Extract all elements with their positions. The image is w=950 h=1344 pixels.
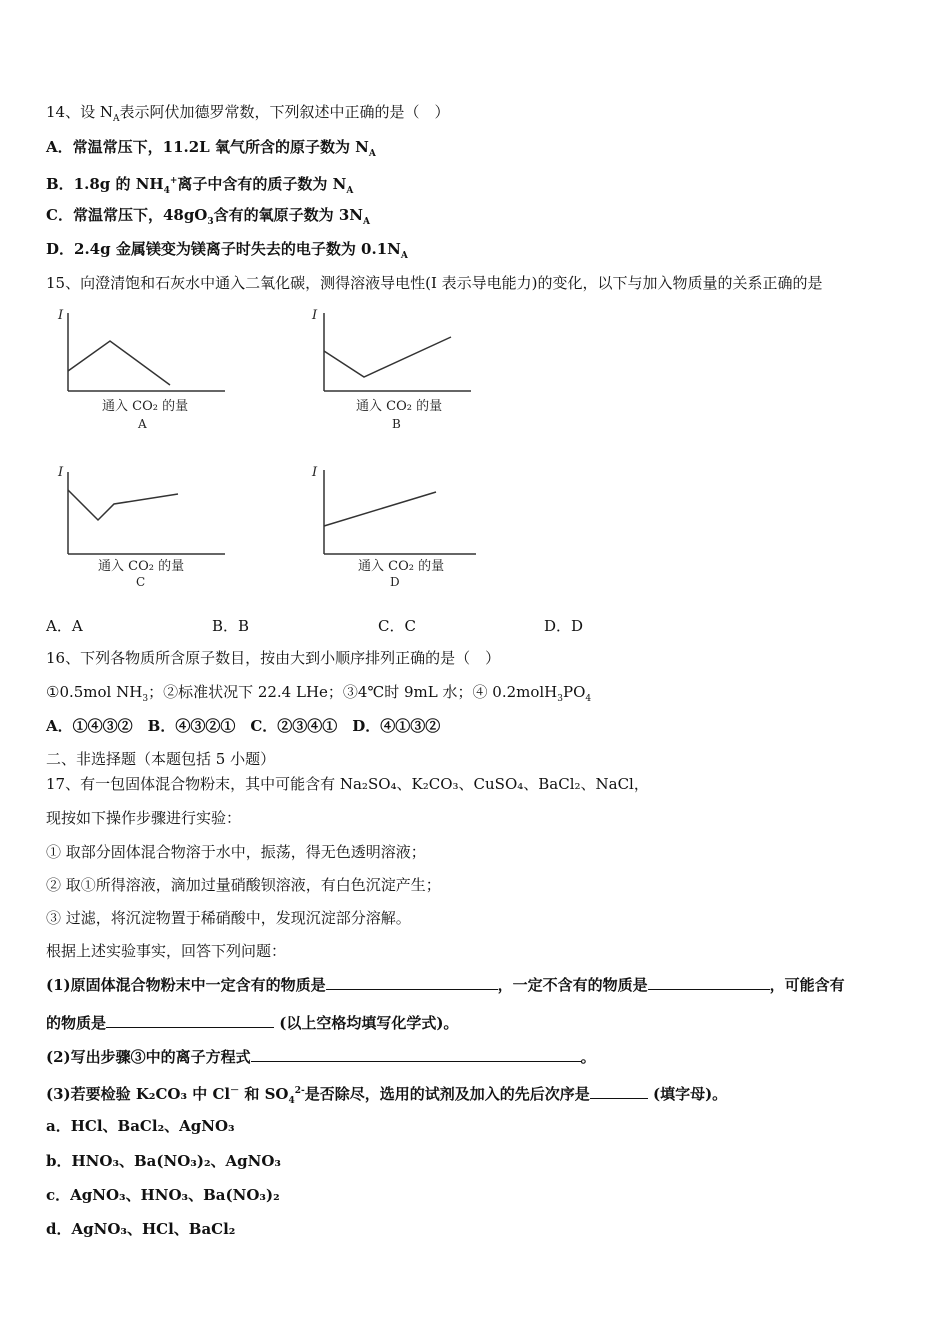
q17-option-b: b．HNO₃、Ba(NO₃)₂、AgNO₃ — [46, 1152, 281, 1170]
graph-b — [306, 305, 496, 435]
q14-option-b: B．1.8g 的 $NH_4^+$离子中含有的质子数为 $N_A$ — [46, 175, 354, 196]
q17-step3: ③ 过滤，将沉淀物置于稀硝酸中，发现沉淀部分溶解。 — [46, 909, 411, 927]
q15-option-c: C．C — [378, 617, 416, 635]
graph-d — [306, 462, 496, 592]
q17-part3: (3)若要检验 K₂CO₃ 中 Cl－ 和 $SO_4^{2-}$是否除尽，选用的试剂及加入的先后次序是 (填字母)。 — [46, 1085, 728, 1106]
q17-part2: (2)写出步骤③中的离子方程式 。 — [46, 1048, 596, 1066]
q17-option-d: d．AgNO₃、HCl、BaCl₂ — [46, 1220, 236, 1238]
answer-blank-2[interactable] — [648, 975, 770, 990]
answer-blank-3[interactable] — [106, 1013, 274, 1028]
graph-a-y-label: I — [58, 308, 64, 323]
q14-stem: 14、设 $N_A$表示阿伏加德罗常数，下列叙述中正确的是（ ） — [46, 103, 450, 124]
q17-step1: ① 取部分固体混合物溶于水中，振荡，得无色透明溶液； — [46, 843, 426, 861]
graph-c-y-label: I — [58, 465, 64, 480]
graph-c-x-label: 通入 CO₂ 的量 — [98, 559, 185, 574]
q17-option-a: a．HCl、BaCl₂、AgNO₃ — [46, 1117, 235, 1135]
q15-option-a: A．A — [46, 617, 83, 635]
q17-stem: 17、有一包固体混合物粉末，其中可能含有 Na₂SO₄、K₂CO₃、CuSO₄、BaCl₂、NaCl， — [46, 775, 649, 793]
q16-stem: 16、下列各物质所含原子数目，按由大到小顺序排列正确的是（ ） — [46, 649, 501, 667]
graph-c-curve — [68, 490, 178, 520]
graph-a — [50, 305, 240, 435]
answer-blank-1[interactable] — [326, 975, 498, 990]
section-heading: 二、非选择题（本题包括 5 小题） — [46, 750, 276, 768]
graph-a-x-label: 通入 CO₂ 的量 — [102, 399, 189, 414]
graph-c — [50, 462, 240, 592]
graph-d-letter: D — [390, 575, 400, 589]
graph-d-y-label: I — [312, 465, 318, 480]
graph-a-letter: A — [138, 417, 147, 431]
q17-ask: 根据上述实验事实，回答下列问题： — [46, 942, 287, 960]
graph-b-x-label: 通入 CO₂ 的量 — [356, 399, 443, 414]
answer-blank-5[interactable] — [590, 1084, 648, 1099]
graph-b-letter: B — [392, 417, 401, 431]
graph-d-curve — [324, 492, 436, 526]
graph-b-curve — [324, 337, 451, 377]
q17-option-c: c．AgNO₃、HNO₃、Ba(NO₃)₂ — [46, 1186, 280, 1204]
q15-option-b: B．B — [212, 617, 250, 635]
q15-stem: 15、向澄清饱和石灰水中通入二氧化碳，测得溶液导电性(I 表示导电能力)的变化，以下与加入物质量的关系正确的是 — [46, 274, 823, 292]
graph-a-curve — [68, 341, 170, 385]
q17-intro: 现按如下操作步骤进行实验： — [46, 809, 242, 827]
graph-d-x-label: 通入 CO₂ 的量 — [358, 559, 445, 574]
graph-b-y-label: I — [312, 308, 318, 323]
q17-step2: ② 取①所得溶液，滴加过量硝酸钡溶液，有白色沉淀产生； — [46, 876, 441, 894]
q15-option-d: D．D — [544, 617, 584, 635]
q17-part1: (1)原固体混合物粉末中一定含有的物质是 ，一定不含有的物质是 ，可能含有 — [46, 976, 845, 994]
q14-option-a: A．常温常压下，11.2L 氧气所含的原子数为 $N_A$ — [46, 138, 376, 159]
q17-part1-cont: 的物质是 (以上空格均填写化学式)。 — [46, 1014, 459, 1032]
graph-c-letter: C — [136, 575, 146, 589]
q16-choices: A．①④③② B．④③②① C．②③④① D．④①③② — [46, 717, 441, 735]
q14-option-d: D．2.4g 金属镁变为镁离子时失去的电子数为 $0.1N_A$ — [46, 240, 408, 261]
q16-items: ①0.5mol $NH_3$；②标准状况下 22.4 LHe；③4℃时 9mL 水；④ $0.2molH_3PO_4$ — [46, 683, 592, 704]
q14-option-c: C．常温常压下，$48gO_3$含有的氧原子数为 $3N_A$ — [46, 206, 370, 227]
answer-blank-4[interactable] — [251, 1047, 581, 1062]
